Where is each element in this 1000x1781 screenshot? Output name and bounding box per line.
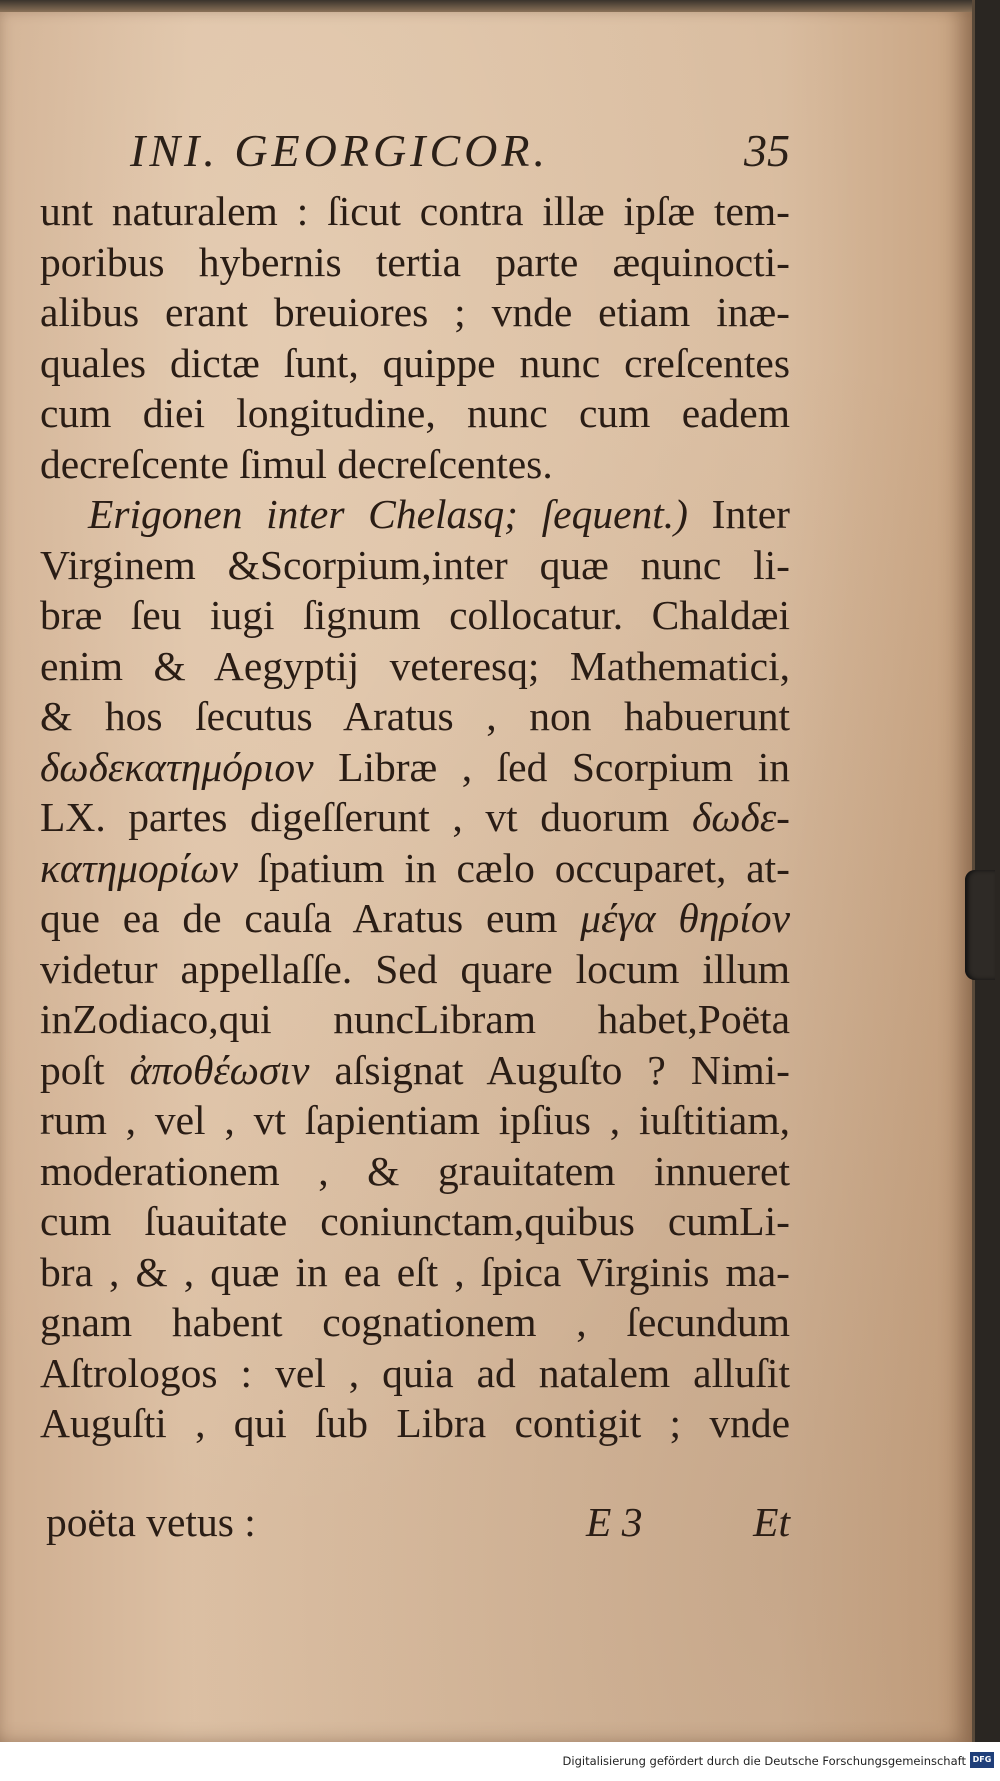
running-title: INI. GEORGICOR. (130, 125, 549, 176)
funding-credit: Digitalisierung gefördert durch die Deutsche Forschungsgemeinschaft (562, 1754, 966, 1768)
text-line: cum ſuauitate coniunctam,quibus cumLi- (40, 1198, 790, 1244)
text-line: rum , vel , vt ſapientiam ipſius , iuſtitiam, (40, 1097, 790, 1143)
text-fragment: poſt (40, 1046, 105, 1093)
text-line (40, 792, 790, 843)
text-line: poribus hybernis tertia parte æquinocti- (40, 238, 790, 285)
text-line (40, 843, 790, 894)
text-line: videtur appellaſſe. Sed quare locum illum (40, 945, 790, 992)
text-line: bra , & , quæ in ea eſt , ſpica Virginis ma- (40, 1248, 790, 1295)
text-line (40, 893, 790, 944)
text-line: Virginem &Scorpium,inter quæ nunc li- (40, 541, 790, 588)
paragraph-first-line (40, 489, 790, 540)
greek-word: μέγα θηρίον (580, 895, 790, 941)
text-line (40, 742, 790, 793)
text-line (40, 1045, 790, 1096)
text-line: Auguſti , qui ſub Libra contigit ; vnde (40, 1400, 790, 1446)
text-line: & hos ſecutus Aratus , non habuerunt (40, 693, 790, 739)
lemma: Erigonen inter Chelasq; ſequent.) (88, 491, 688, 537)
text-line: moderationem , & grauitatem innueret (40, 1147, 790, 1194)
greek-word: κατημορίων (40, 844, 238, 891)
text-line: bræ ſeu iugi ſignum collocatur. Chaldæi (40, 592, 790, 638)
catchword: Et (753, 1499, 790, 1545)
text-line: cum diei longitudine, nunc cum eadem (40, 390, 790, 436)
dfg-logo: DFG (970, 1752, 994, 1768)
text-line: enim & Aegyptij veteresq; Mathematici, (40, 642, 790, 689)
text-fragment: LX. partes digeſſerunt , vt duorum (40, 794, 670, 840)
text-fragment: ſpatium in cælo occuparet, at- (257, 844, 790, 891)
binding-clasp (965, 870, 995, 980)
text-fragment: Libræ , ſed Scorpium in (338, 743, 790, 790)
text-line: gnam habent cognationem , ſecundum (40, 1299, 790, 1345)
running-header (130, 124, 790, 180)
greek-word: δωδε- (691, 794, 790, 840)
catchline-text: poëta vetus : (46, 1499, 256, 1545)
text-line: inZodiaco,qui nuncLibram habet,Poëta (40, 996, 790, 1042)
text-line: Aſtrologos : vel , quia ad natalem alluſit (40, 1349, 790, 1396)
text-line: unt naturalem : ſicut contra illæ ipſæ tem- (40, 188, 790, 234)
text-line: quales dictæ ſunt, quippe nunc creſcentes (40, 339, 790, 386)
signature-mark: E 3 (586, 1499, 643, 1545)
text-line: decreſcente ſimul decreſcentes. (40, 440, 553, 487)
catchline (46, 1498, 790, 1550)
text-line: alibus erant breuiores ; vnde etiam inæ- (40, 289, 790, 335)
greek-word: δωδεκατημόριον (40, 743, 314, 790)
page-number: 35 (744, 125, 790, 176)
page-top-edge (0, 0, 972, 12)
text-fragment: Inter (711, 491, 790, 537)
digitization-footer (0, 1742, 1000, 1781)
text-fragment: que ea de cauſa Aratus eum (40, 895, 558, 941)
body-text (40, 186, 790, 1449)
greek-word: ἀποθέωσιν (129, 1046, 310, 1093)
text-fragment: aſsignat Auguſto ? Nimi- (334, 1046, 791, 1093)
